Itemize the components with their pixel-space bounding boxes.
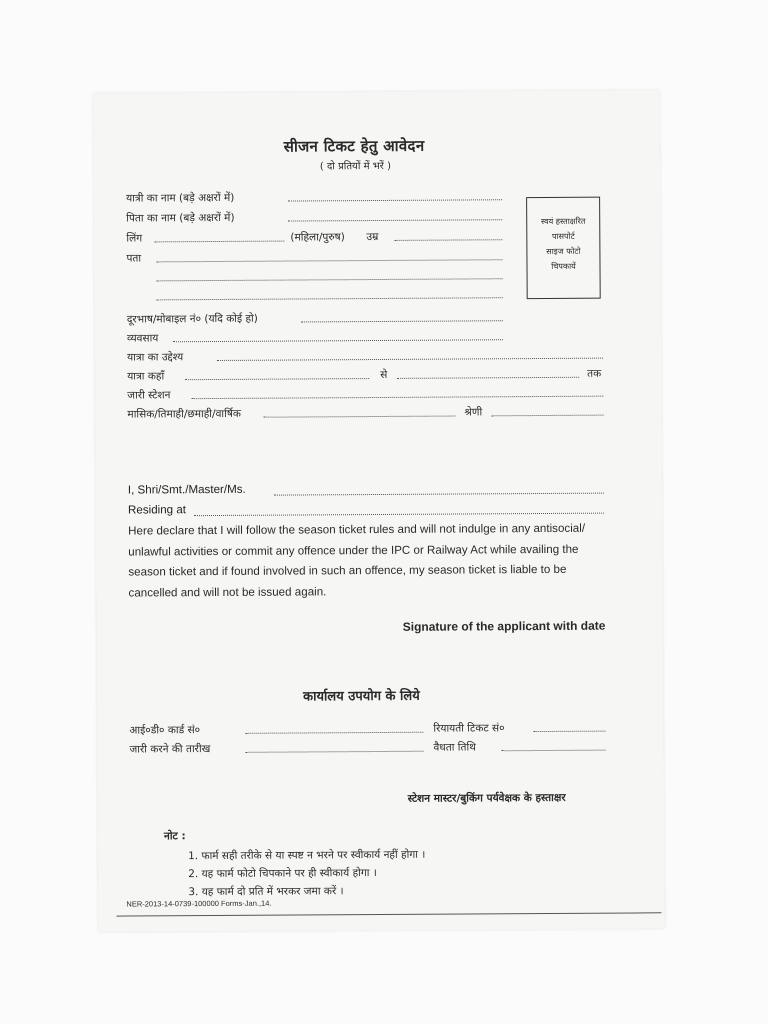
gender-options: (महिला/पुरुष) [290,231,345,244]
note-label: नोट : [163,830,186,843]
gender-label: लिंग [126,232,143,245]
purpose-line[interactable] [217,358,603,361]
form-title: सीजन टिकट हेतु आवेदन [283,136,425,156]
address-line-2[interactable] [157,278,503,281]
photo-box-line4: चिपकायें [551,261,576,271]
father-name-label: पिता का नाम (बड़े अक्षरों में) [126,211,235,225]
photo-box-line3: साइज फोटो [546,246,581,256]
address-label: पता [126,252,142,265]
note-item-1: 1. फार्म सही तरीके से या स्पष्ट न भरने पर स्वीकार्य नहीं होगा । [188,848,426,863]
id-card-line[interactable] [245,732,423,734]
phone-label: दूरभाष/मोबाइल नं० (यदि कोई हो) [126,312,258,326]
applicant-signature-label: Signature of the applicant with date [402,618,606,634]
issuing-station-label: जारी स्टेशन [127,389,171,402]
period-line[interactable] [263,416,455,418]
form-subtitle: ( दो प्रतियों में भरें ) [319,160,392,173]
note-item-3: 3. यह फार्म दो प्रति में भरकर जमा करें । [188,885,344,899]
concession-ticket-line[interactable] [533,731,605,732]
occupation-label: व्यवसाय [126,332,159,345]
journey-label: यात्रा कहाँ [127,370,165,383]
to-label: तक [587,367,602,380]
validity-date-line[interactable] [501,750,605,752]
declaration-text: Here declare that I will follow the season ticket rules and will not indulge in any antisocial/ unlawful activities or commit any offence under the IPC or Railway Act while availing the season ticket and if found involved in such an offence, my season ticket is liable to be cancelled and will not be issued again. [128,521,586,600]
note-item-2: 2. यह फार्म फोटो चिपकाने पर ही स्वीकार्य होगा । [188,867,377,881]
issue-date-label: जारी करने की तारीख [129,743,211,756]
issue-date-line[interactable] [245,751,423,753]
office-use-title: कार्यालय उपयोग के लिये [303,688,420,705]
address-line-3[interactable] [157,297,503,300]
purpose-label: यात्रा का उद्देश्य [127,351,184,364]
residing-line[interactable] [194,513,604,517]
validity-date-label: वैधता तिथि [433,741,476,754]
phone-line[interactable] [301,320,503,322]
id-card-label: आई०डी० कार्ड सं० [129,724,201,737]
occupation-line[interactable] [173,339,503,342]
class-label: श्रेणी [464,406,483,419]
concession-ticket-label: रियायती टिकट सं० [433,722,505,735]
from-label: से [380,368,388,381]
issuing-station-line[interactable] [191,396,603,400]
address-line-1[interactable] [156,259,502,262]
declaration-name-label: I, Shri/Smt./Master/Ms. [127,482,246,497]
passenger-name-line[interactable] [288,199,502,201]
footer-code: NER-2013-14-0739-100000 Forms-Jan.,14. [126,898,272,909]
age-line[interactable] [394,239,502,241]
from-line[interactable] [185,378,369,380]
father-name-line[interactable] [288,219,502,221]
station-master-signature-label: स्टेशन मास्टर/बुकिंग पर्यवेक्षक के हस्ताक्षर [407,791,566,805]
class-line[interactable] [491,415,603,417]
age-label: उम्र [366,230,379,244]
form-page [93,90,664,931]
gender-line[interactable] [154,241,284,243]
photo-box [526,197,601,299]
photo-box-line2: पासपोर्ट [551,231,575,241]
passenger-name-label: यात्री का नाम (बड़े अक्षरों में) [126,191,235,205]
residing-label: Residing at [127,503,187,517]
to-line[interactable] [397,377,579,379]
photo-box-line1: स्वयं हस्ताक्षरित [541,216,586,227]
footer-rule [116,912,661,916]
period-label: मासिक/तिमाही/छमाही/वार्षिक [127,407,242,421]
declaration-name-line[interactable] [274,493,604,496]
